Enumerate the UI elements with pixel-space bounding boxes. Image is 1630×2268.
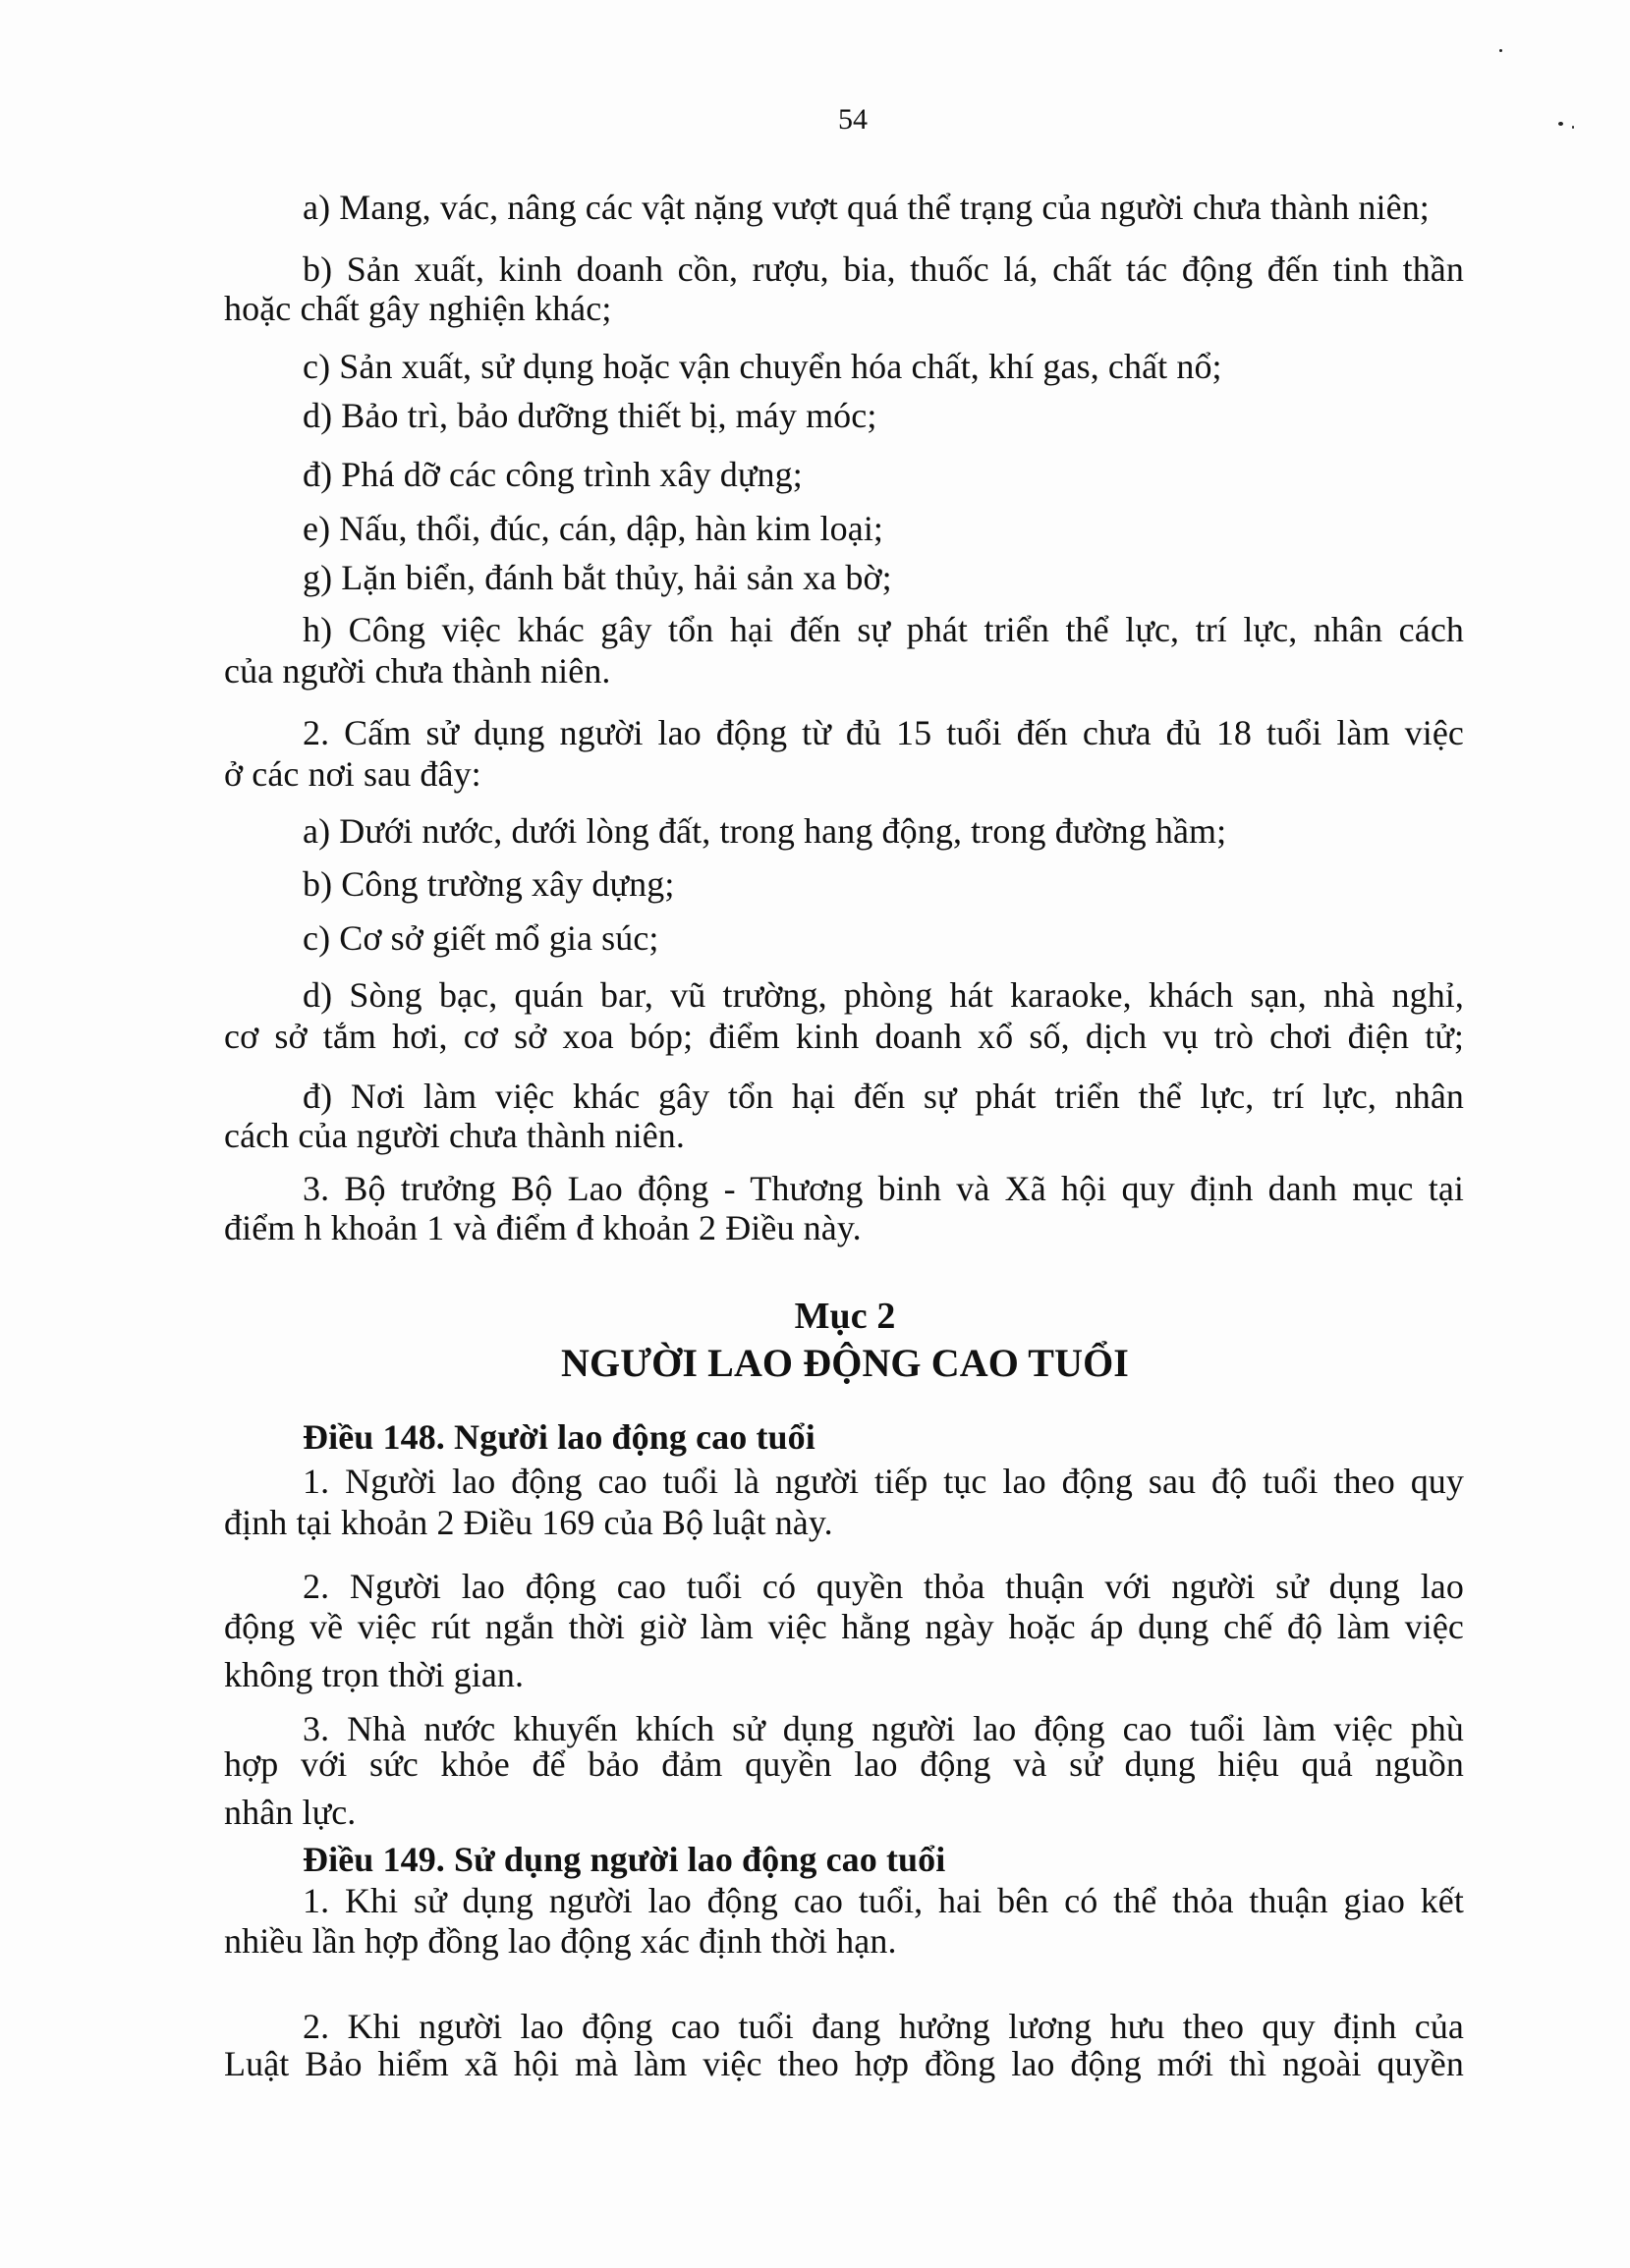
article-149-heading: Điều 149. Sử dụng người lao động cao tuổi (303, 1840, 946, 1879)
list-item-dd: đ) Phá dỡ các công trình xây dựng; (303, 455, 803, 494)
list-item-b: b) Công trường xây dựng; (303, 864, 675, 904)
page-number: 54 (838, 103, 868, 136)
section-label: Mục 2 (794, 1296, 896, 1337)
list-item-g: g) Lặn biển, đánh bắt thủy, hải sản xa bờ; (303, 558, 892, 597)
article-148-clause-2: 2. Người lao động cao tuổi có quyền thỏa thuận với người sử dụng lao (303, 1567, 1464, 1606)
article-148-clause-2-cont: không trọn thời gian. (224, 1655, 525, 1694)
article-148-clause-3: 3. Nhà nước khuyến khích sử dụng người lao động cao tuổi làm việc phù (303, 1709, 1464, 1748)
clause-2-line: 2. Cấm sử dụng người lao động từ đủ 15 tuổi đến chưa đủ 18 tuổi làm việc (303, 713, 1464, 752)
article-148-clause-1: 1. Người lao động cao tuổi là người tiếp tục lao động sau độ tuổi theo quy (303, 1462, 1464, 1501)
list-item-c: c) Cơ sở giết mổ gia súc; (303, 918, 659, 958)
article-149-clause-1-cont: nhiều lần hợp đồng lao động xác định thời hạn. (224, 1921, 897, 1961)
article-148-clause-2-cont: động về việc rút ngắn thời giờ làm việc hằng ngày hoặc áp dụng chế độ làm việc (224, 1607, 1464, 1646)
clause-3-line: 3. Bộ trưởng Bộ Lao động - Thương binh và Xã hội quy định danh mục tại (303, 1169, 1464, 1208)
scan-speck (1558, 122, 1563, 126)
list-item-h-cont: của người chưa thành niên. (224, 651, 611, 691)
list-item-b: b) Sản xuất, kinh doanh cồn, rượu, bia, thuốc lá, chất tác động đến tinh thần (303, 249, 1464, 289)
article-149-clause-1: 1. Khi sử dụng người lao động cao tuổi, hai bên có thể thỏa thuận giao kết (303, 1881, 1464, 1920)
list-item-c: c) Sản xuất, sử dụng hoặc vận chuyển hóa chất, khí gas, chất nổ; (303, 347, 1222, 386)
article-149-clause-2-cont: Luật Bảo hiểm xã hội mà làm việc theo hợp đồng lao động mới thì ngoài quyền (224, 2044, 1464, 2083)
list-item-e: e) Nấu, thổi, đúc, cán, dập, hàn kim loại; (303, 509, 884, 548)
list-item-a: a) Dưới nước, dưới lòng đất, trong hang động, trong đường hầm; (303, 811, 1227, 851)
article-148-clause-1-cont: định tại khoản 2 Điều 169 của Bộ luật này. (224, 1503, 833, 1542)
list-item-d: d) Sòng bạc, quán bar, vũ trường, phòng hát karaoke, khách sạn, nhà nghỉ, (303, 975, 1464, 1015)
scan-speck (1499, 49, 1502, 52)
list-item-b-cont: hoặc chất gây nghiện khác; (224, 289, 612, 328)
article-148-clause-3-cont: nhân lực. (224, 1793, 357, 1832)
list-item-d-cont: cơ sở tắm hơi, cơ sở xoa bóp; điểm kinh doanh xổ số, dịch vụ trò chơi điện tử; (224, 1017, 1464, 1056)
clause-3-cont: điểm h khoản 1 và điểm đ khoản 2 Điều này. (224, 1208, 862, 1247)
list-item-d: d) Bảo trì, bảo dưỡng thiết bị, máy móc; (303, 396, 877, 435)
article-149-clause-2: 2. Khi người lao động cao tuổi đang hưởng lương hưu theo quy định của (303, 2007, 1464, 2046)
article-148-clause-3-cont: hợp với sức khỏe để bảo đảm quyền lao động và sử dụng hiệu quả nguồn (224, 1744, 1464, 1784)
section-title: NGƯỜI LAO ĐỘNG CAO TUỔI (561, 1341, 1129, 1385)
article-148-heading: Điều 148. Người lao động cao tuổi (303, 1417, 815, 1457)
list-item-dd: đ) Nơi làm việc khác gây tổn hại đến sự phát triển thể lực, trí lực, nhân (303, 1077, 1464, 1116)
clause-2-cont: ở các nơi sau đây: (224, 754, 481, 794)
list-item-dd-cont: cách của người chưa thành niên. (224, 1116, 685, 1155)
list-item-h: h) Công việc khác gây tổn hại đến sự phát triển thể lực, trí lực, nhân cách (303, 610, 1464, 649)
list-item-a: a) Mang, vác, nâng các vật nặng vượt quá thể trạng của người chưa thành niên; (303, 188, 1430, 227)
scan-speck (1572, 126, 1574, 129)
